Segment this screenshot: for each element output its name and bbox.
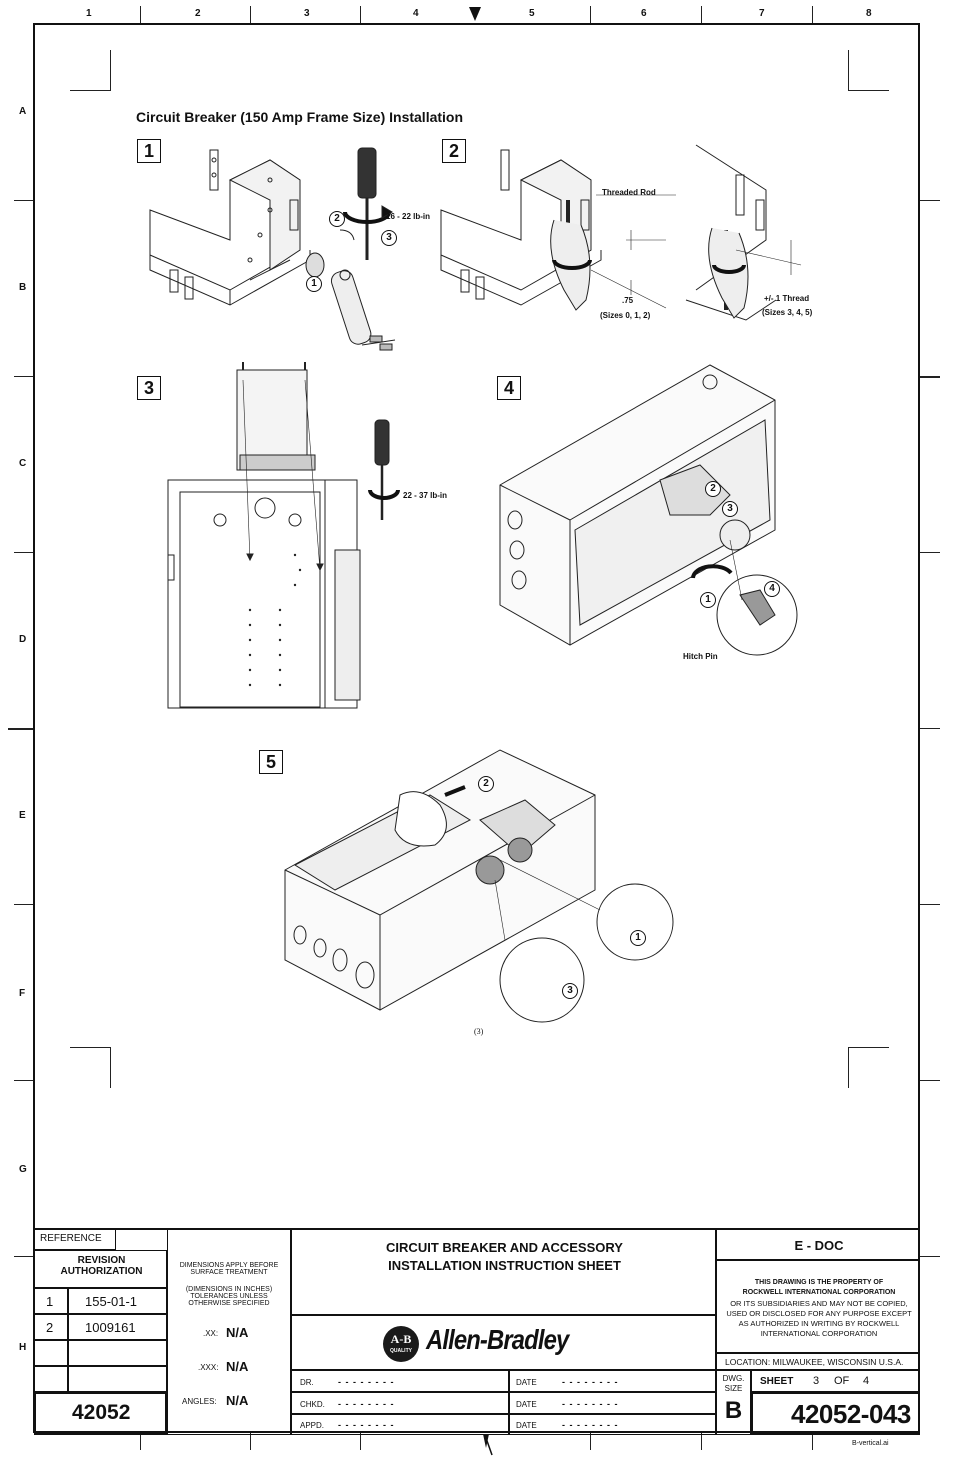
center-arrow-top-icon [468, 6, 482, 22]
sheet-label: SHEET [760, 1376, 794, 1387]
step-2-label: 2 [442, 139, 466, 163]
location-cell [716, 1353, 920, 1370]
property-notice-cell [716, 1260, 920, 1353]
zone-col-1: 1 [86, 8, 92, 19]
appd-value: - - - - - - - - [338, 1420, 395, 1430]
angles-label: ANGLES: [182, 1397, 217, 1406]
sheet-number: 3 [813, 1375, 820, 1387]
dim-075-sizes-label: (Sizes 0, 1, 2) [600, 311, 651, 320]
crop-mark-bl [70, 1047, 111, 1088]
tol-xx-value: N/A [226, 1325, 249, 1340]
revision-num-cell-2 [34, 1314, 68, 1340]
brand-name: Allen-Bradley [426, 1324, 569, 1355]
tolerance-cell [167, 1230, 291, 1435]
zone-col-6: 6 [641, 8, 647, 19]
revision-code-cell-1 [68, 1288, 167, 1314]
sheet-title-line-2: INSTALLATION INSTRUCTION SHEET [388, 1258, 621, 1273]
sheet-total: 4 [863, 1375, 870, 1387]
sheet-cell [751, 1370, 920, 1392]
revision-authorization-label: REVISION AUTHORIZATION [60, 1255, 143, 1277]
reference-cell [34, 1230, 116, 1250]
revision-code-2: 1009161 [85, 1320, 136, 1335]
location-label: LOCATION: MILWAUKEE, WISCONSIN U.S.A. [725, 1357, 904, 1367]
zone-row-h: H [19, 1342, 27, 1353]
dims-note-2: (DIMENSIONS IN INCHES) TOLERANCES UNLESS OTHERWISE SPECIFIED [185, 1286, 273, 1307]
dwg-size-label: DWG. SIZE [722, 1374, 745, 1393]
property-line-1: THIS DRAWING IS THE PROPERTY OF [754, 1279, 884, 1286]
appd-label: APPD. [300, 1421, 325, 1430]
revision-code-cell-4 [68, 1366, 167, 1392]
title-block [34, 1228, 920, 1435]
revision-num-1: 1 [46, 1294, 54, 1309]
doc-number: 42052-043 [791, 1399, 911, 1429]
zone-col-8: 8 [866, 8, 872, 19]
dr-cell [291, 1370, 509, 1392]
chkd-date-value: - - - - - - - - [562, 1399, 619, 1409]
file-name: B-vertical.ai [852, 1440, 889, 1447]
hitch-pin-label: Hitch Pin [683, 652, 718, 661]
zone-col-4: 4 [413, 8, 419, 19]
zone-row-a: A [19, 106, 27, 117]
doc-number-cell [751, 1392, 920, 1435]
step1-circle-1: 1 [306, 276, 322, 292]
sheet-title-cell [291, 1230, 716, 1315]
logo-text: A-B [390, 1332, 412, 1346]
step5-circle-3: 3 [562, 983, 578, 999]
dr-date-label: DATE [516, 1378, 537, 1387]
revision-num-cell-3 [34, 1340, 68, 1366]
step5-circle-1: 1 [630, 930, 646, 946]
threaded-rod-label: Threaded Rod [602, 188, 656, 197]
crop-mark-tr [848, 50, 889, 91]
brand-cell [291, 1315, 716, 1370]
dwg-size-value: B [724, 1397, 743, 1424]
zone-row-f: F [19, 988, 26, 999]
reference-label: REFERENCE [40, 1233, 102, 1244]
zone-col-3: 3 [304, 8, 310, 19]
step4-circle-2: 2 [705, 481, 721, 497]
step4-circle-1: 1 [700, 592, 716, 608]
zone-col-2: 2 [195, 8, 201, 19]
dr-date-value: - - - - - - - - [562, 1377, 619, 1387]
chkd-date-label: DATE [516, 1400, 537, 1409]
chkd-cell [291, 1392, 509, 1414]
dr-value: - - - - - - - - [338, 1377, 395, 1387]
step-1-label: 1 [137, 139, 161, 163]
zone-col-7: 7 [759, 8, 765, 19]
step4-circle-3: 3 [722, 501, 738, 517]
sheet-title-line-1: CIRCUIT BREAKER AND ACCESSORY [386, 1240, 623, 1255]
step-3-label: 3 [137, 376, 161, 400]
appd-date-value: - - - - - - - - [562, 1420, 619, 1430]
dwg-size-cell [716, 1370, 751, 1435]
figure-4-hitch-pin-illustration [495, 360, 815, 660]
figure-5-note: (3) [474, 1027, 484, 1036]
dims-note-1: DIMENSIONS APPLY BEFORE SURFACE TREATMENT [179, 1262, 279, 1276]
figure-1-bracket-screw-illustration [140, 140, 430, 370]
dr-date-cell [509, 1370, 716, 1392]
thread-label: +/- 1 Thread [764, 294, 810, 303]
doc-short-cell [34, 1392, 167, 1435]
step-5-label: 5 [259, 750, 283, 774]
sheet-of-label: OF [834, 1375, 850, 1387]
torque-callout-step3: 22 - 37 lb-in [403, 491, 448, 500]
zone-row-d: D [19, 634, 27, 645]
zone-row-c: C [19, 458, 27, 469]
crop-mark-tl [70, 50, 111, 91]
center-arrow-bottom-icon [478, 1434, 494, 1456]
edoc-cell [716, 1230, 920, 1260]
tol-xxx-label: .XXX: [198, 1363, 219, 1372]
thread-sizes-label: (Sizes 3, 4, 5) [762, 308, 813, 317]
step1-circle-3: 3 [381, 230, 397, 246]
edoc-label: E - DOC [794, 1238, 844, 1253]
revision-num-cell-1 [34, 1288, 68, 1314]
step4-circle-4: 4 [764, 581, 780, 597]
tol-xx-label: .XX: [203, 1329, 219, 1338]
doc-short-number: 42052 [72, 1401, 131, 1424]
zone-col-5: 5 [529, 8, 535, 19]
dr-label: DR. [300, 1378, 314, 1387]
zone-row-g: G [19, 1164, 27, 1175]
revision-code-cell-2 [68, 1314, 167, 1340]
allen-bradley-logo [383, 1326, 419, 1362]
step1-circle-2: 2 [329, 211, 345, 227]
revision-num-cell-4 [34, 1366, 68, 1392]
appd-date-cell [509, 1414, 716, 1435]
zone-row-b: B [19, 282, 27, 293]
revision-code-cell-3 [68, 1340, 167, 1366]
zone-row-e: E [19, 810, 26, 821]
property-line-3: OR ITS SUBSIDIARIES AND MAY NOT BE COPIED, USED OR DISCLOSED FOR ANY PURPOSE EXCEPT AS AUTHORIZED IN WRITING BY ROCKWELL INTERNATIONAL CORPORATION [726, 1299, 912, 1338]
tol-xxx-value: N/A [226, 1359, 249, 1374]
appd-date-label: DATE [516, 1421, 537, 1430]
torque-callout-step1: 16 - 22 lb-in [386, 212, 431, 221]
step5-circle-2: 2 [478, 776, 494, 792]
chkd-label: CHKD. [300, 1400, 325, 1409]
appd-cell [291, 1414, 509, 1435]
figure-3-enclosure-mounting-illustration [165, 360, 415, 710]
step-4-label: 4 [497, 376, 521, 400]
angles-value: N/A [226, 1393, 249, 1408]
chkd-value: - - - - - - - - [338, 1399, 395, 1409]
revision-code-1: 155-01-1 [85, 1294, 138, 1309]
page-title: Circuit Breaker (150 Amp Frame Size) Installation [136, 109, 464, 125]
logo-sub: QUALITY [390, 1348, 412, 1354]
revision-num-2: 2 [46, 1320, 54, 1335]
crop-mark-br [848, 1047, 889, 1088]
dim-075-label: .75 [622, 296, 634, 305]
chkd-date-cell [509, 1392, 716, 1414]
revision-header-cell [34, 1250, 167, 1288]
property-line-2: ROCKWELL INTERNATIONAL CORPORATION [742, 1289, 896, 1296]
